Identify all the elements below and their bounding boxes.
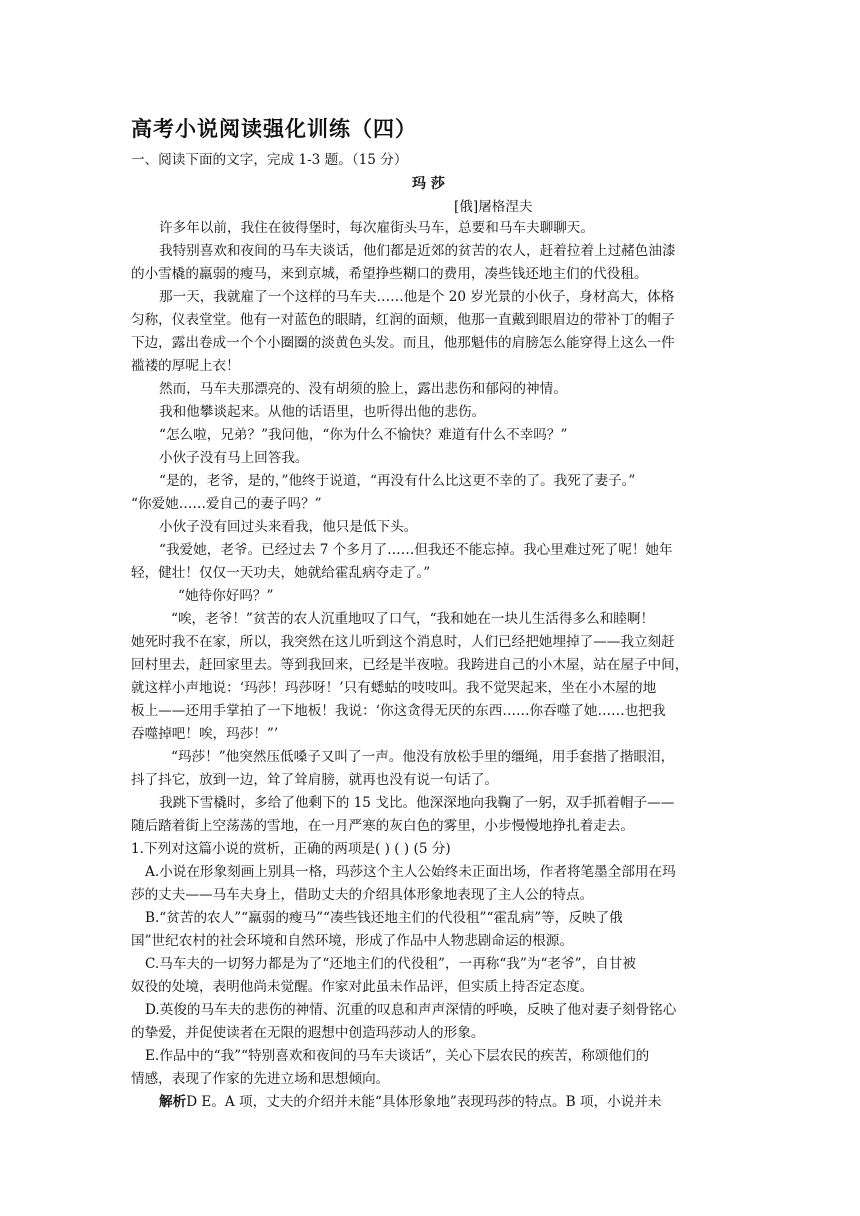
body-line: 许多年以前，我住在彼得堡时，每次雇街头马车，总要和马车夫聊聊天。	[159, 220, 594, 236]
body-line: 那一天，我就雇了一个这样的马车夫……他是个 20 岁光景的小伙子，身材高大，体格	[159, 289, 675, 305]
analysis-text: D E。A 项，丈夫的介绍并未能“具体形象地”表现玛莎的特点。B 项，小说并未	[186, 1094, 662, 1110]
body-line: 下边，露出卷成一个个小圈圈的淡黄色头发。而且，他那魁伟的肩膀怎么能穿得上这么一件	[131, 335, 675, 351]
option-a-line-1: A.小说在形象刻画上别具一格，玛莎这个主人公始终未正面出场，作者将笔墨全部用在玛	[145, 864, 676, 880]
body-line: 她死时我不在家，所以，我突然在这儿听到这个消息时，人们已经把她埋掉了——我立刻赶	[131, 634, 675, 650]
body-line: 板上——还用手掌拍了一下地板！我说：‘你这贪得无厌的东西……你吞噬了她……也把我	[131, 703, 666, 719]
analysis-label: 解析	[159, 1094, 187, 1110]
body-line: 小伙子没有马上回答我。	[159, 450, 309, 466]
option-d-line-2: 的挚爱，并促使读者在无限的遐想中创造玛莎动人的形象。	[131, 1025, 485, 1041]
body-line: “玛莎！”他突然压低嗓子又叫了一声。他没有放松手里的缰绳，用手套揩了揩眼泪，	[171, 749, 675, 765]
section-instruction: 一、阅读下面的文字，完成 1-3 题。（15 分）	[131, 152, 408, 168]
body-line: 抖了抖它，放到一边，耸了耸肩膀，就再也没有说一句话了。	[131, 772, 499, 788]
body-line: “她待你好吗？”	[178, 588, 274, 604]
body-line: “我爱她，老爷。已经过去 7 个多月了……但我还不能忘掉。我心里难过死了呢！她年	[159, 542, 673, 558]
body-line: “是的，老爷，是的，”他终于说道，“再没有什么比这更不幸的了。我死了妻子。”	[159, 473, 636, 489]
body-line: 我特别喜欢和夜间的马车夫谈话，他们都是近郊的贫苦的农人，赶着拉着上过赭色油漆	[159, 243, 676, 259]
body-line: 匀称，仪表堂堂。他有一对蓝色的眼睛，红润的面颊，他那一直戴到眼眉边的带补丁的帽子	[131, 312, 675, 328]
option-b-line-2: 国”世纪农村的社会环境和自然环境，形成了作品中人物悲剧命运的根源。	[131, 933, 573, 949]
option-a-line-2: 莎的丈夫——马车夫身上，借助丈夫的介绍具体形象地表现了主人公的特点。	[131, 887, 594, 903]
body-line: 褴褛的厚呢上衣！	[131, 358, 240, 374]
option-e-line-1: E.作品中的“我”“特别喜欢和夜间的马车夫谈话”，关心下层农民的疾苦，称颂他们的	[145, 1048, 650, 1064]
question-stem: 1.下列对这篇小说的赏析，正确的两项是( ) ( ) (5 分)	[131, 841, 451, 857]
body-line: “你爱她……爱自己的妻子吗？”	[131, 496, 322, 512]
body-line: “唉，老爷！”贫苦的农人沉重地叹了口气，“我和她在一块儿生活得多么和睦啊！	[171, 611, 655, 627]
story-author: [俄]屠格涅夫	[454, 199, 533, 215]
option-e-line-2: 情感，表现了作家的先进立场和思想倾向。	[131, 1071, 390, 1087]
body-line: 回村里去，赶回家里去。等到我回来，已经是半夜啦。我跨进自己的小木屋，站在屋子中间，	[131, 657, 689, 673]
body-line: 吞噬掉吧！唉，玛莎！”’	[131, 726, 279, 742]
analysis-line	[159, 1096, 662, 1110]
option-c-line-1: C.马车夫的一切努力都是为了“还地主们的代役租”，一再称“我”为“老爷”，自甘被	[145, 956, 636, 972]
page-title: 高考小说阅读强化训练（四）	[131, 117, 417, 141]
story-title: 玛 莎	[412, 176, 445, 192]
body-line: 就这样小声地说：‘玛莎！玛莎呀！’只有蟋蛄的吱吱叫。我不觉哭起来，坐在小木屋的地	[131, 680, 657, 696]
body-line: 小伙子没有回过头来看我，他只是低下头。	[159, 519, 418, 535]
body-line: “怎么啦，兄弟？”我问他，“你为什么不愉快？难道有什么不幸吗？”	[159, 427, 568, 443]
body-line: 随后踏着街上空荡荡的雪地，在一月严寒的灰白色的雾里，小步慢慢地挣扎着走去。	[131, 818, 634, 834]
body-line: 的小雪橇的羸弱的瘦马，来到京城，希望挣些糊口的费用，凑些钱还地主们的代役租。	[131, 266, 648, 282]
option-d-line-1: D.英俊的马车夫的悲伤的神情、沉重的叹息和声声深情的呼唤，反映了他对妻子刻骨铭心	[145, 1002, 677, 1018]
body-line: 我跳下雪橇时，多给了他剩下的 15 戈比。他深深地向我鞠了一躬，双手抓着帽子——	[159, 795, 675, 811]
option-b-line-1: B.“贫苦的农人”“羸弱的瘦马”“凑些钱还地主们的代役租”“霍乱病”等，反映了俄	[145, 910, 623, 926]
option-c-line-2: 奴役的处境，表明他尚未觉醒。作家对此虽未作品评，但实质上持否定态度。	[131, 979, 594, 995]
body-line: 然而，马车夫那漂亮的、没有胡须的脸上，露出悲伤和郁闷的神情。	[159, 381, 567, 397]
body-line: 轻，健壮！仅仅一天功夫，她就给霍乱病夺走了。”	[131, 565, 431, 581]
body-line: 我和他攀谈起来。从他的话语里，也听得出他的悲伤。	[159, 404, 486, 420]
